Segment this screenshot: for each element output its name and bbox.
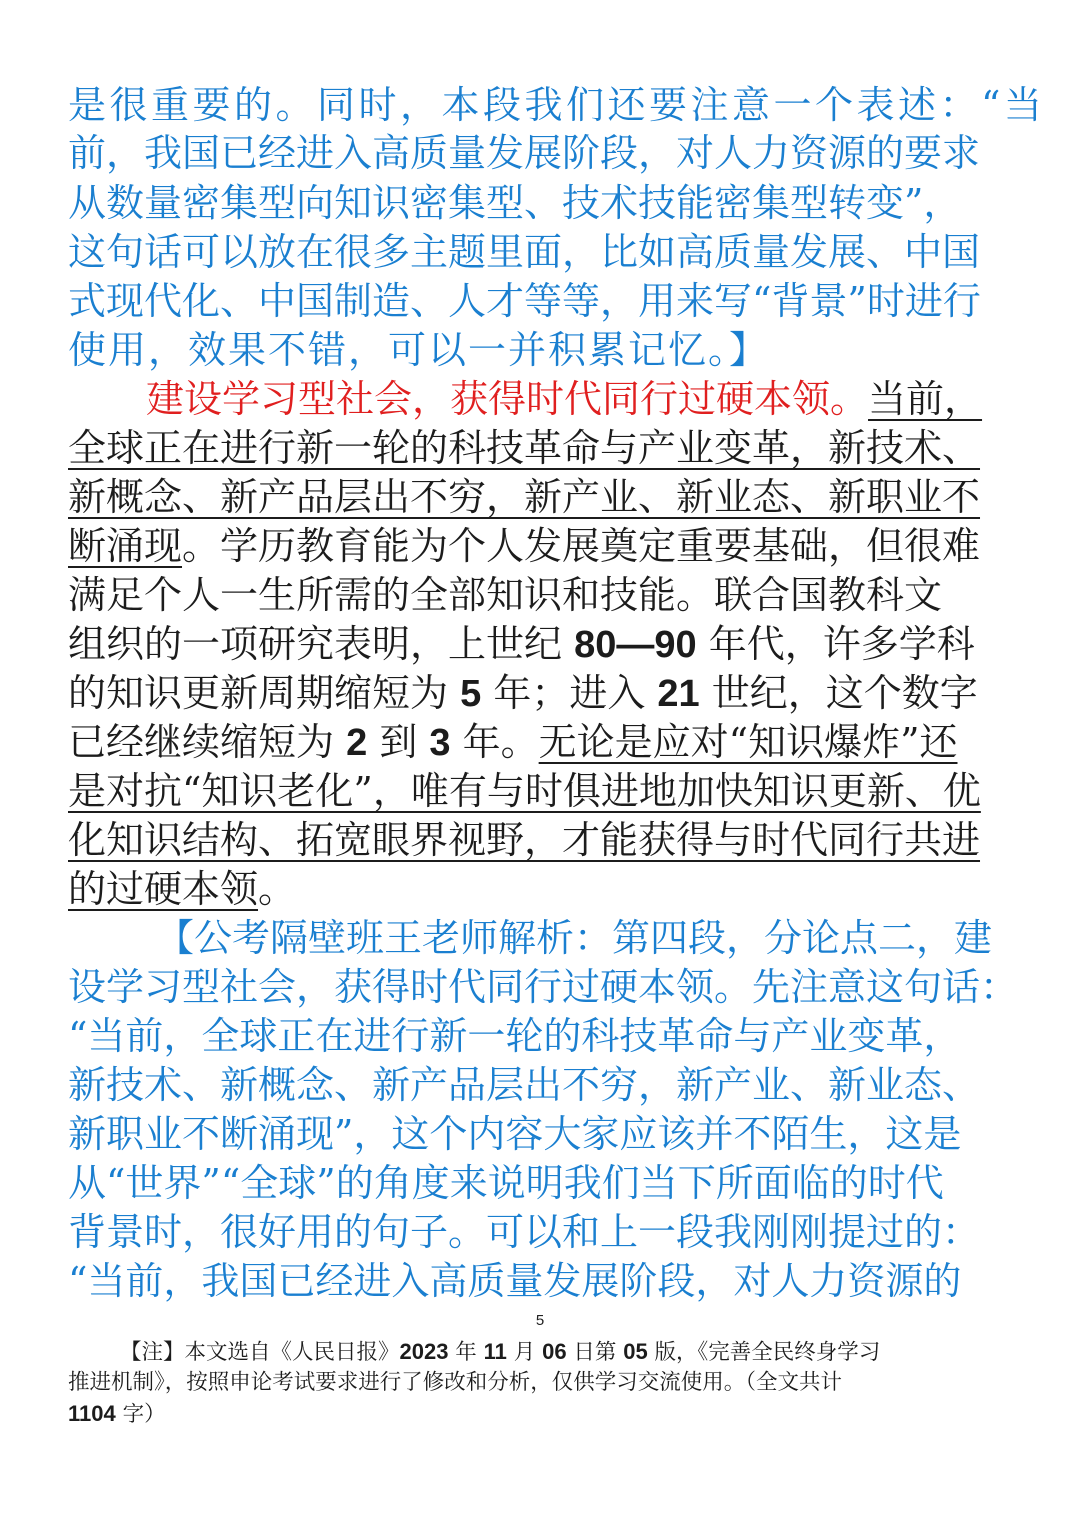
page-number: 5 xyxy=(535,1312,545,1329)
analysis-a-line-6: 使用，效果不错，可以一并积累记忆。】 xyxy=(68,328,770,372)
analysis-a-line-1: 是很重要的。同时，本段我们还要注意一个表述：“当 xyxy=(68,83,1046,127)
body-line-9: 是对抗“知识老化”，唯有与时俱进地加快知识更新、优 xyxy=(68,769,981,813)
body-line-6: 组织的一项研究表明，上世纪 80—90 年代，许多学科 xyxy=(68,622,975,666)
analysis-b-line-8: “当前，我国已经进入高质量发展阶段，对人力资源的 xyxy=(68,1259,962,1303)
analysis-b-line-1: 【公考隔壁班王老师解析：第四段，分论点二，建 xyxy=(156,916,993,960)
underlined-text: 当前， xyxy=(868,377,983,421)
analysis-a-line-5: 式现代化、中国制造、人才等等，用来写“背景”时进行 xyxy=(68,279,981,323)
body-line-1: 建设学习型社会，获得时代同行过硬本领。当前， xyxy=(146,377,983,421)
body-line-8: 已经继续缩短为 2 到 3 年。无论是应对“知识爆炸”还 xyxy=(68,720,958,764)
body-line-10: 化知识结构、拓宽眼界视野，才能获得与时代同行共进 xyxy=(68,818,981,862)
source-note-line-1: 【注】本文选自《人民日报》2023 年 11 月 06 日第 05 版，《完善全民终身学习 xyxy=(120,1339,881,1365)
analysis-a-line-3: 从数量密集型向知识密集型、技术技能密集型转变”， xyxy=(68,181,962,225)
body-line-2: 全球正在进行新一轮的科技革命与产业变革，新技术、 xyxy=(68,426,981,470)
body-line-5: 满足个人一生所需的全部知识和技能。联合国教科文 xyxy=(68,573,943,617)
source-note-line-3: 1104 字） xyxy=(68,1401,166,1427)
analysis-b-line-5: 新职业不断涌现”，这个内容大家应该并不陌生，这是 xyxy=(68,1112,962,1156)
analysis-a-line-4: 这句话可以放在很多主题里面，比如高质量发展、中国 xyxy=(68,230,981,274)
paragraph-heading: 建设学习型社会，获得时代同行过硬本领 xyxy=(146,377,831,421)
body-line-7: 的知识更新周期缩短为 5 年；进入 21 世纪，这个数字 xyxy=(68,671,978,715)
analysis-b-line-2: 设学习型社会，获得时代同行过硬本领。先注意这句话： xyxy=(68,965,1019,1009)
analysis-b-line-4: 新技术、新概念、新产品层出不穷，新产业、新业态、 xyxy=(68,1063,981,1107)
body-line-11: 的过硬本领。 xyxy=(68,867,297,911)
analysis-b-line-7: 背景时，很好用的句子。可以和上一段我刚刚提过的： xyxy=(68,1210,981,1254)
analysis-a-line-2: 前，我国已经进入高质量发展阶段，对人力资源的要求 xyxy=(68,131,981,175)
body-line-4: 断涌现。学历教育能为个人发展奠定重要基础，但很难 xyxy=(68,524,981,568)
body-line-3: 新概念、新产品层出不穷，新产业、新业态、新职业不 xyxy=(68,475,981,519)
analysis-b-line-3: “当前，全球正在进行新一轮的科技革命与产业变革， xyxy=(68,1014,962,1058)
analysis-b-line-6: 从“世界”“全球”的角度来说明我们当下所面临的时代 xyxy=(68,1161,944,1205)
source-note-line-2: 推进机制》，按照申论考试要求进行了修改和分析，仅供学习交流使用。（全文共计 xyxy=(68,1370,843,1395)
